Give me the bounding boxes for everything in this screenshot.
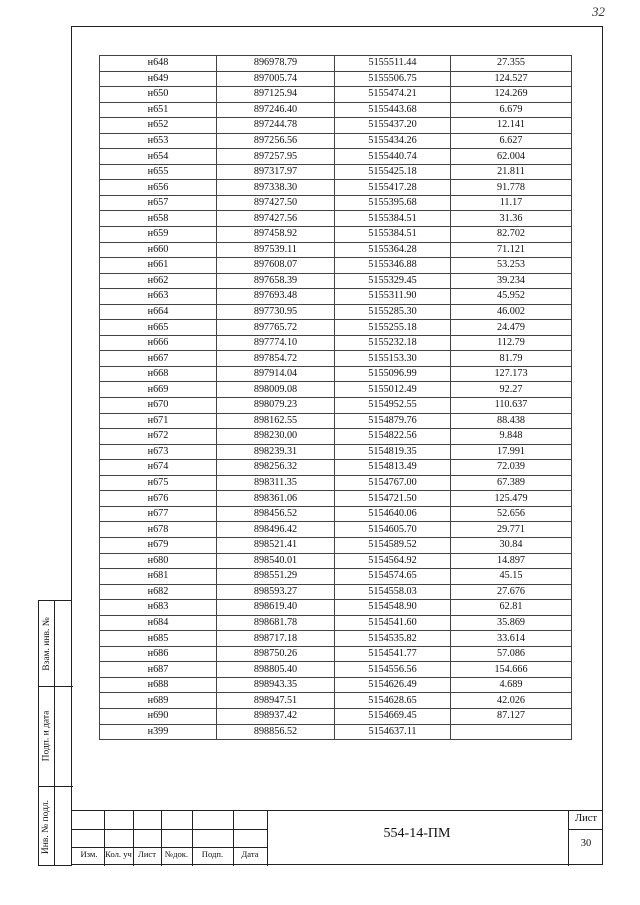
y-coordinate-cell: 5154819.35 (335, 444, 451, 460)
y-coordinate-cell: 5155153.30 (335, 351, 451, 367)
table-row (100, 506, 572, 522)
table-row (100, 118, 572, 134)
table-row (100, 724, 572, 740)
segment-length-cell: 27.355 (451, 56, 572, 72)
segment-length-cell: 112.79 (451, 335, 572, 351)
table-row (100, 662, 572, 678)
table-row (100, 304, 572, 320)
y-coordinate-cell: 5154813.49 (335, 460, 451, 476)
point-name-cell: н672 (100, 429, 217, 445)
table-row (100, 413, 572, 429)
table-row (100, 677, 572, 693)
x-coordinate-cell: 897765.72 (217, 320, 335, 336)
point-name-cell: н657 (100, 195, 217, 211)
x-coordinate-cell: 897257.95 (217, 149, 335, 165)
segment-length-cell: 14.897 (451, 553, 572, 569)
y-coordinate-cell: 5155012.49 (335, 382, 451, 398)
sheet-number: 30 (580, 838, 592, 849)
table-row (100, 693, 572, 709)
table-row (100, 273, 572, 289)
y-coordinate-cell: 5154535.82 (335, 631, 451, 647)
table-row (100, 382, 572, 398)
x-coordinate-cell: 898619.40 (217, 600, 335, 616)
segment-length-cell: 35.869 (451, 615, 572, 631)
point-name-cell: н681 (100, 569, 217, 585)
y-coordinate-cell: 5154574.65 (335, 569, 451, 585)
table-row (100, 258, 572, 274)
segment-length-cell: 62.004 (451, 149, 572, 165)
x-coordinate-cell: 898943.35 (217, 677, 335, 693)
point-name-cell: н678 (100, 522, 217, 538)
y-coordinate-cell: 5155511.44 (335, 56, 451, 72)
table-row (100, 180, 572, 196)
y-coordinate-cell: 5155417.28 (335, 180, 451, 196)
segment-length-cell: 124.527 (451, 71, 572, 87)
segment-length-cell: 110.637 (451, 398, 572, 414)
segment-length-cell: 24.479 (451, 320, 572, 336)
y-coordinate-cell: 5154822.56 (335, 429, 451, 445)
point-name-cell: н651 (100, 102, 217, 118)
x-coordinate-cell: 897244.78 (217, 118, 335, 134)
x-coordinate-cell: 897693.48 (217, 289, 335, 305)
caption-kol-uch: Кол. уч (105, 849, 132, 859)
x-coordinate-cell: 897338.30 (217, 180, 335, 196)
segment-length-cell: 67.389 (451, 475, 572, 491)
y-coordinate-cell: 5154767.00 (335, 475, 451, 491)
segment-length-cell: 21.811 (451, 164, 572, 180)
point-name-cell: н669 (100, 382, 217, 398)
point-name-cell: н652 (100, 118, 217, 134)
x-coordinate-cell: 898947.51 (217, 693, 335, 709)
y-coordinate-cell: 5155437.20 (335, 118, 451, 134)
table-row (100, 227, 572, 243)
y-coordinate-cell: 5155285.30 (335, 304, 451, 320)
segment-length-cell: 87.127 (451, 708, 572, 724)
document-code: 554-14-ПМ (383, 826, 451, 841)
x-coordinate-cell: 897125.94 (217, 87, 335, 103)
y-coordinate-cell: 5154637.11 (335, 724, 451, 740)
x-coordinate-cell: 897914.04 (217, 366, 335, 382)
title-block-line (71, 847, 267, 848)
table-row (100, 195, 572, 211)
y-coordinate-cell: 5154548.90 (335, 600, 451, 616)
x-coordinate-cell: 898681.78 (217, 615, 335, 631)
caption-izm: Изм. (80, 849, 98, 859)
segment-length-cell: 125.479 (451, 491, 572, 507)
table-row (100, 320, 572, 336)
x-coordinate-cell: 898239.31 (217, 444, 335, 460)
point-name-cell: н649 (100, 71, 217, 87)
y-coordinate-cell: 5154626.49 (335, 677, 451, 693)
segment-length-cell: 27.676 (451, 584, 572, 600)
table-row (100, 289, 572, 305)
point-name-cell: н679 (100, 537, 217, 553)
segment-length-cell: 45.952 (451, 289, 572, 305)
table-row (100, 164, 572, 180)
table-row (100, 335, 572, 351)
point-name-cell: н667 (100, 351, 217, 367)
segment-length-cell: 71.121 (451, 242, 572, 258)
x-coordinate-cell: 897427.56 (217, 211, 335, 227)
x-coordinate-cell: 898717.18 (217, 631, 335, 647)
y-coordinate-cell: 5154952.55 (335, 398, 451, 414)
point-name-cell: н668 (100, 366, 217, 382)
point-name-cell: н690 (100, 708, 217, 724)
point-name-cell: н665 (100, 320, 217, 336)
table-row (100, 56, 572, 72)
segment-length-cell: 46.002 (451, 304, 572, 320)
page-marker: 32 (592, 4, 605, 19)
segment-length-cell: 154.666 (451, 662, 572, 678)
x-coordinate-cell: 898750.26 (217, 646, 335, 662)
segment-length-cell: 124.269 (451, 87, 572, 103)
point-name-cell: н684 (100, 615, 217, 631)
segment-length-cell: 57.086 (451, 646, 572, 662)
x-coordinate-cell: 898540.01 (217, 553, 335, 569)
table-row (100, 553, 572, 569)
table-row (100, 71, 572, 87)
y-coordinate-cell: 5154721.50 (335, 491, 451, 507)
table-row (100, 366, 572, 382)
segment-length-cell: 91.778 (451, 180, 572, 196)
y-coordinate-cell: 5154541.77 (335, 646, 451, 662)
x-coordinate-cell: 898311.35 (217, 475, 335, 491)
table-row (100, 646, 572, 662)
y-coordinate-cell: 5155440.74 (335, 149, 451, 165)
table-row (100, 600, 572, 616)
point-name-cell: н650 (100, 87, 217, 103)
segment-length-cell: 88.438 (451, 413, 572, 429)
point-name-cell: н683 (100, 600, 217, 616)
segment-length-cell: 4.689 (451, 677, 572, 693)
segment-length-cell: 92.27 (451, 382, 572, 398)
segment-length-cell: 52.656 (451, 506, 572, 522)
title-block-line (71, 829, 267, 830)
y-coordinate-cell: 5154541.60 (335, 615, 451, 631)
table-row (100, 133, 572, 149)
y-coordinate-cell: 5154879.76 (335, 413, 451, 429)
y-coordinate-cell: 5155255.18 (335, 320, 451, 336)
coordinates-table-body (100, 56, 572, 740)
x-coordinate-cell: 897458.92 (217, 227, 335, 243)
caption-n-dok: №док. (164, 849, 189, 859)
point-name-cell: н660 (100, 242, 217, 258)
y-coordinate-cell: 5154556.56 (335, 662, 451, 678)
table-row (100, 211, 572, 227)
y-coordinate-cell: 5155425.18 (335, 164, 451, 180)
segment-length-cell: 42.026 (451, 693, 572, 709)
table-row (100, 398, 572, 414)
table-row (100, 631, 572, 647)
side-label-vzam: Взам. инв. № (41, 616, 52, 671)
segment-length-cell: 72.039 (451, 460, 572, 476)
y-coordinate-cell: 5154605.70 (335, 522, 451, 538)
table-row (100, 429, 572, 445)
x-coordinate-cell: 896978.79 (217, 56, 335, 72)
side-label-podp: Подп. и дата (41, 710, 52, 762)
x-coordinate-cell: 898079.23 (217, 398, 335, 414)
side-label-inv: Инв. № подл. (41, 799, 52, 854)
y-coordinate-cell: 5155311.90 (335, 289, 451, 305)
y-coordinate-cell: 5155329.45 (335, 273, 451, 289)
segment-length-cell (451, 724, 572, 740)
table-row (100, 475, 572, 491)
x-coordinate-cell: 898456.52 (217, 506, 335, 522)
x-coordinate-cell: 898856.52 (217, 724, 335, 740)
caption-list: Лист (138, 849, 156, 859)
point-name-cell: н688 (100, 677, 217, 693)
point-name-cell: н677 (100, 506, 217, 522)
y-coordinate-cell: 5154564.92 (335, 553, 451, 569)
y-coordinate-cell: 5155384.51 (335, 227, 451, 243)
point-name-cell: н676 (100, 491, 217, 507)
caption-podp: Подп. (201, 849, 224, 859)
x-coordinate-cell: 897608.07 (217, 258, 335, 274)
segment-length-cell: 6.679 (451, 102, 572, 118)
x-coordinate-cell: 898009.08 (217, 382, 335, 398)
x-coordinate-cell: 897539.11 (217, 242, 335, 258)
point-name-cell: н666 (100, 335, 217, 351)
segment-length-cell: 39.234 (451, 273, 572, 289)
x-coordinate-cell: 898230.00 (217, 429, 335, 445)
segment-length-cell: 82.702 (451, 227, 572, 243)
x-coordinate-cell: 897774.10 (217, 335, 335, 351)
point-name-cell: н655 (100, 164, 217, 180)
point-name-cell: н648 (100, 56, 217, 72)
table-row (100, 491, 572, 507)
y-coordinate-cell: 5155384.51 (335, 211, 451, 227)
table-row (100, 708, 572, 724)
point-name-cell: н662 (100, 273, 217, 289)
segment-length-cell: 62.81 (451, 600, 572, 616)
sheet-label: Лист (575, 813, 597, 824)
y-coordinate-cell: 5155434.26 (335, 133, 451, 149)
x-coordinate-cell: 897005.74 (217, 71, 335, 87)
segment-length-cell: 6.627 (451, 133, 572, 149)
x-coordinate-cell: 898937.42 (217, 708, 335, 724)
point-name-cell: н658 (100, 211, 217, 227)
x-coordinate-cell: 898361.06 (217, 491, 335, 507)
point-name-cell: н653 (100, 133, 217, 149)
segment-length-cell: 45.15 (451, 569, 572, 585)
table-row (100, 351, 572, 367)
table-row (100, 460, 572, 476)
coordinates-table (99, 55, 572, 740)
y-coordinate-cell: 5155096.99 (335, 366, 451, 382)
segment-length-cell: 127.173 (451, 366, 572, 382)
segment-length-cell: 17.991 (451, 444, 572, 460)
point-name-cell: н687 (100, 662, 217, 678)
x-coordinate-cell: 898162.55 (217, 413, 335, 429)
segment-length-cell: 12.141 (451, 118, 572, 134)
x-coordinate-cell: 898521.41 (217, 537, 335, 553)
point-name-cell: н663 (100, 289, 217, 305)
point-name-cell: н659 (100, 227, 217, 243)
point-name-cell: н685 (100, 631, 217, 647)
x-coordinate-cell: 897317.97 (217, 164, 335, 180)
segment-length-cell: 53.253 (451, 258, 572, 274)
x-coordinate-cell: 897854.72 (217, 351, 335, 367)
point-name-cell: н680 (100, 553, 217, 569)
segment-length-cell: 29.771 (451, 522, 572, 538)
point-name-cell: н671 (100, 413, 217, 429)
y-coordinate-cell: 5155346.88 (335, 258, 451, 274)
point-name-cell: н664 (100, 304, 217, 320)
segment-length-cell: 11.17 (451, 195, 572, 211)
table-row (100, 149, 572, 165)
segment-length-cell: 31.36 (451, 211, 572, 227)
y-coordinate-cell: 5154558.03 (335, 584, 451, 600)
point-name-cell: н674 (100, 460, 217, 476)
title-block-line (568, 829, 603, 830)
y-coordinate-cell: 5155364.28 (335, 242, 451, 258)
y-coordinate-cell: 5154669.45 (335, 708, 451, 724)
point-name-cell: н670 (100, 398, 217, 414)
x-coordinate-cell: 898805.40 (217, 662, 335, 678)
point-name-cell: н673 (100, 444, 217, 460)
point-name-cell: н682 (100, 584, 217, 600)
caption-data: Дата (241, 849, 259, 859)
segment-length-cell: 30.84 (451, 537, 572, 553)
side-stamp (38, 600, 72, 866)
point-name-cell: н675 (100, 475, 217, 491)
y-coordinate-cell: 5155395.68 (335, 195, 451, 211)
x-coordinate-cell: 897256.56 (217, 133, 335, 149)
table-row (100, 102, 572, 118)
x-coordinate-cell: 898551.29 (217, 569, 335, 585)
x-coordinate-cell: 898593.27 (217, 584, 335, 600)
table-row (100, 584, 572, 600)
point-name-cell: н654 (100, 149, 217, 165)
point-name-cell: н661 (100, 258, 217, 274)
table-row (100, 537, 572, 553)
table-row (100, 444, 572, 460)
y-coordinate-cell: 5155443.68 (335, 102, 451, 118)
table-row (100, 569, 572, 585)
table-row (100, 242, 572, 258)
table-row (100, 615, 572, 631)
point-name-cell: н399 (100, 724, 217, 740)
table-row (100, 522, 572, 538)
segment-length-cell: 81.79 (451, 351, 572, 367)
point-name-cell: н686 (100, 646, 217, 662)
x-coordinate-cell: 898256.32 (217, 460, 335, 476)
x-coordinate-cell: 897658.39 (217, 273, 335, 289)
x-coordinate-cell: 897427.50 (217, 195, 335, 211)
segment-length-cell: 33.614 (451, 631, 572, 647)
y-coordinate-cell: 5154628.65 (335, 693, 451, 709)
point-name-cell: н689 (100, 693, 217, 709)
point-name-cell: н656 (100, 180, 217, 196)
y-coordinate-cell: 5155506.75 (335, 71, 451, 87)
x-coordinate-cell: 897246.40 (217, 102, 335, 118)
y-coordinate-cell: 5154589.52 (335, 537, 451, 553)
y-coordinate-cell: 5155232.18 (335, 335, 451, 351)
table-row (100, 87, 572, 103)
segment-length-cell: 9.848 (451, 429, 572, 445)
y-coordinate-cell: 5154640.06 (335, 506, 451, 522)
y-coordinate-cell: 5155474.21 (335, 87, 451, 103)
x-coordinate-cell: 898496.42 (217, 522, 335, 538)
x-coordinate-cell: 897730.95 (217, 304, 335, 320)
